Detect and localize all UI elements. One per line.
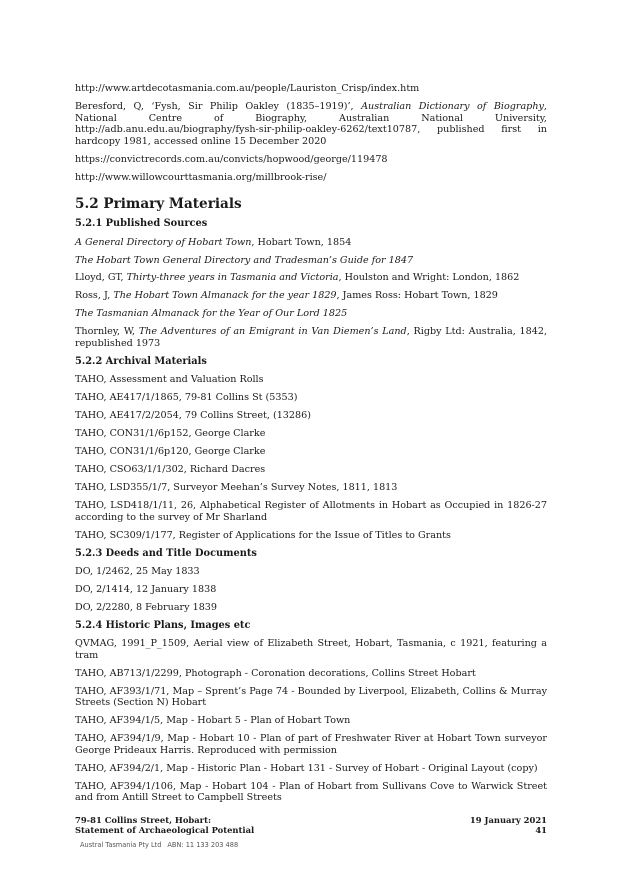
- web-reference-3: https://convictrecords.com.au/convicts/hopwood/george/119478: [75, 153, 388, 165]
- subsection-heading-historic-plans: 5.2.4 Historic Plans, Images etc: [75, 619, 251, 631]
- plan-item: QVMAG, 1991_P_1509, Aerial view of Elizabeth Street, Hobart, Tasmania, c 1921, featuring a tram: [75, 637, 547, 661]
- archival-item: TAHO, LSD418/1/11, 26, Alphabetical Register of Allotments in Hobart as Occupied in 1826-27 according to the survey of Mr Sharland: [75, 500, 547, 523]
- page-number: 41: [535, 825, 547, 836]
- published-source-item: A General Directory of Hobart Town, Hobart Town, 1854: [75, 236, 352, 248]
- archival-item: TAHO, CON31/1/6p120, George Clarke: [75, 446, 266, 458]
- section-heading-primary-materials: 5.2 Primary Materials: [75, 196, 242, 213]
- archival-item: TAHO, CON31/1/6p152, George Clarke: [75, 428, 266, 440]
- footer-row: [75, 815, 547, 825]
- footer-company-info: [80, 841, 238, 849]
- published-source-item: Thornley, W, The Adventures of an Emigrant in Van Diemen’s Land, Rigby Ltd: Australia, 1842, republished 1973: [75, 326, 548, 350]
- published-source-item: Ross, J, The Hobart Town Almanack for the year 1829, James Ross: Hobart Town, 1829: [75, 290, 498, 302]
- subsection-heading-archival-materials: 5.2.2 Archival Materials: [75, 356, 207, 368]
- plan-item: TAHO, AF394/1/9, Map - Hobart 10 - Plan of part of Freshwater River at Hobart Town surveyor George Prideaux Harris. Reproduced with permission: [75, 733, 547, 756]
- company-abn: ABN: 11 133 203 488: [167, 841, 239, 849]
- web-reference-4: http://www.willowcourttasmania.org/millbrook-rise/: [75, 171, 327, 183]
- footer-report-subtitle: Statement of Archaeological Potential: [75, 825, 255, 836]
- archival-item: TAHO, CSO63/1/1/302, Richard Dacres: [75, 464, 266, 476]
- plan-item: TAHO, AF393/1/71, Map – Sprent’s Page 74 - Bounded by Liverpool, Elizabeth, Collins & Murray Streets (Section N) Hobart: [75, 685, 547, 709]
- deed-item: DO, 1/2462, 25 May 1833: [75, 565, 200, 577]
- deed-item: DO, 2/2280, 8 February 1839: [75, 601, 218, 613]
- footer-report-title: 79-81 Collins Street, Hobart:: [75, 815, 212, 825]
- published-source-item: The Hobart Town General Directory and Tradesman’s Guide for 1847: [75, 254, 414, 266]
- archival-item: TAHO, Assessment and Valuation Rolls: [75, 374, 264, 386]
- footer-row: [75, 825, 547, 835]
- archival-item: TAHO, LSD355/1/7, Surveyor Meehan’s Survey Notes, 1811, 1813: [75, 482, 398, 494]
- web-reference-2: Beresford, Q, ‘Fysh, Sir Philip Oakley (1835–1919)’, Australian Dictionary of Biography, National Centre of Biography, Australian National University, http://adb.anu.edu.au/biography/fysh-sir-philip-oakley-6262/text10787, published first in hardcopy 1981, accessed online 15 December 2020: [75, 100, 547, 147]
- published-source-item: Lloyd, GT, Thirty-three years in Tasmania and Victoria, Houlston and Wright: London, 1862: [75, 272, 520, 284]
- page-footer: [75, 815, 547, 835]
- deed-item: DO, 2/1414, 12 January 1838: [75, 583, 217, 595]
- plan-item: TAHO, AF394/1/5, Map - Hobart 5 - Plan of Hobart Town: [75, 715, 351, 727]
- company-name: Austral Tasmania Pty Ltd: [80, 841, 162, 849]
- archival-item: TAHO, AE417/2/2054, 79 Collins Street, (13286): [75, 410, 311, 422]
- plan-item: TAHO, AB713/1/2299, Photograph - Coronation decorations, Collins Street Hobart: [75, 667, 476, 679]
- footer-date: 19 January 2021: [469, 815, 547, 825]
- subsection-heading-deeds: 5.2.3 Deeds and Title Documents: [75, 547, 257, 559]
- published-source-item: The Tasmanian Almanack for the Year of Our Lord 1825: [75, 308, 348, 320]
- plan-item: TAHO, AF394/2/1, Map - Historic Plan - Hobart 131 - Survey of Hobart - Original Layout (copy): [75, 762, 538, 774]
- archival-item: TAHO, AE417/1/1865, 79-81 Collins St (5353): [75, 392, 298, 404]
- page-content: [75, 83, 547, 810]
- plan-item: TAHO, AF394/1/106, Map - Hobart 104 - Plan of Hobart from Sullivans Cove to Warwick Street and from Antill Street to Campbell Streets: [75, 780, 547, 804]
- archival-item: TAHO, SC309/1/177, Register of Applications for the Issue of Titles to Grants: [75, 529, 451, 541]
- web-reference-1: http://www.artdecotasmania.com.au/people/Lauriston_Crisp/index.htm: [75, 83, 420, 94]
- subsection-heading-published-sources: 5.2.1 Published Sources: [75, 218, 208, 230]
